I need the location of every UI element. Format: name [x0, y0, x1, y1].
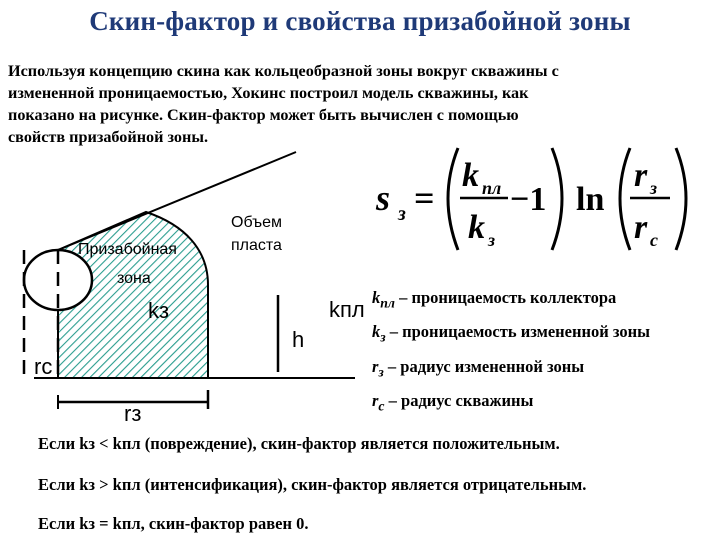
zone-label-line2: зона — [117, 270, 151, 287]
formula-den-sub: з — [488, 230, 496, 250]
legend-item: $k_{пл}$ – проницаемость коллектора — [372, 288, 617, 311]
intro-line: измененной проницаемостью, Хокинс построил модель скважины, как — [8, 84, 529, 102]
intro-line: показано на рисунке. Скин-фактор может быть вычислен с помощью — [8, 106, 519, 124]
page-title: Скин-фактор и свойства призабойной зоны — [89, 6, 631, 36]
case-neutral: Если kз = kпл, скин-фактор равен 0. — [38, 514, 309, 533]
formula-num: k — [462, 157, 479, 194]
formula-lhs-sub: з — [398, 203, 406, 225]
formula-r-den: r — [634, 209, 648, 246]
formula-ln-right-paren — [676, 148, 686, 250]
formula-r-num: r — [634, 157, 648, 194]
legend-item: $k_з$ – проницаемость измененной зоны — [372, 322, 651, 345]
formula-left-paren — [448, 148, 458, 250]
reservoir-label-line1: Объем — [231, 214, 282, 231]
ks-label: kз — [148, 298, 170, 323]
formula-ln-left-paren — [620, 148, 630, 250]
intro-line: Используя концепцию скина как кольцеобразной зоны вокруг скважины с — [8, 62, 559, 80]
kpl-label: kпл — [329, 297, 365, 322]
formula-ln: ln — [576, 181, 605, 218]
formula-r-num-sub: з — [650, 178, 658, 198]
reservoir-label-line2: пласта — [231, 237, 282, 254]
formula-r-den-sub: с — [650, 230, 658, 250]
formula-lhs: s — [376, 178, 391, 218]
legend-item: $r_з$ – радиус измененной зоны — [372, 356, 585, 379]
rc-label: rс — [34, 354, 53, 379]
formula-num-sub: пл — [482, 178, 502, 198]
legend-item: $r_с$ – радиус скважины — [372, 390, 534, 414]
h-label: h — [292, 327, 305, 352]
formula-minus-one: −1 — [510, 181, 547, 218]
formula-den: k — [468, 209, 485, 246]
case-damage: Если kз < kпл (повреждение), скин-фактор является положительным. — [38, 434, 560, 453]
zone-label-line1: Призабойная — [78, 241, 177, 258]
formula-right-paren — [552, 148, 562, 250]
intro-line: свойств призабойной зоны. — [8, 128, 209, 146]
formula-equals: = — [414, 178, 435, 218]
case-stimulation: Если kз > kпл (интенсификация), скин-фактор является отрицательным. — [38, 475, 587, 494]
symbol-legend — [372, 283, 650, 420]
rz-label: rз — [124, 401, 142, 426]
skin-formula — [372, 146, 712, 256]
